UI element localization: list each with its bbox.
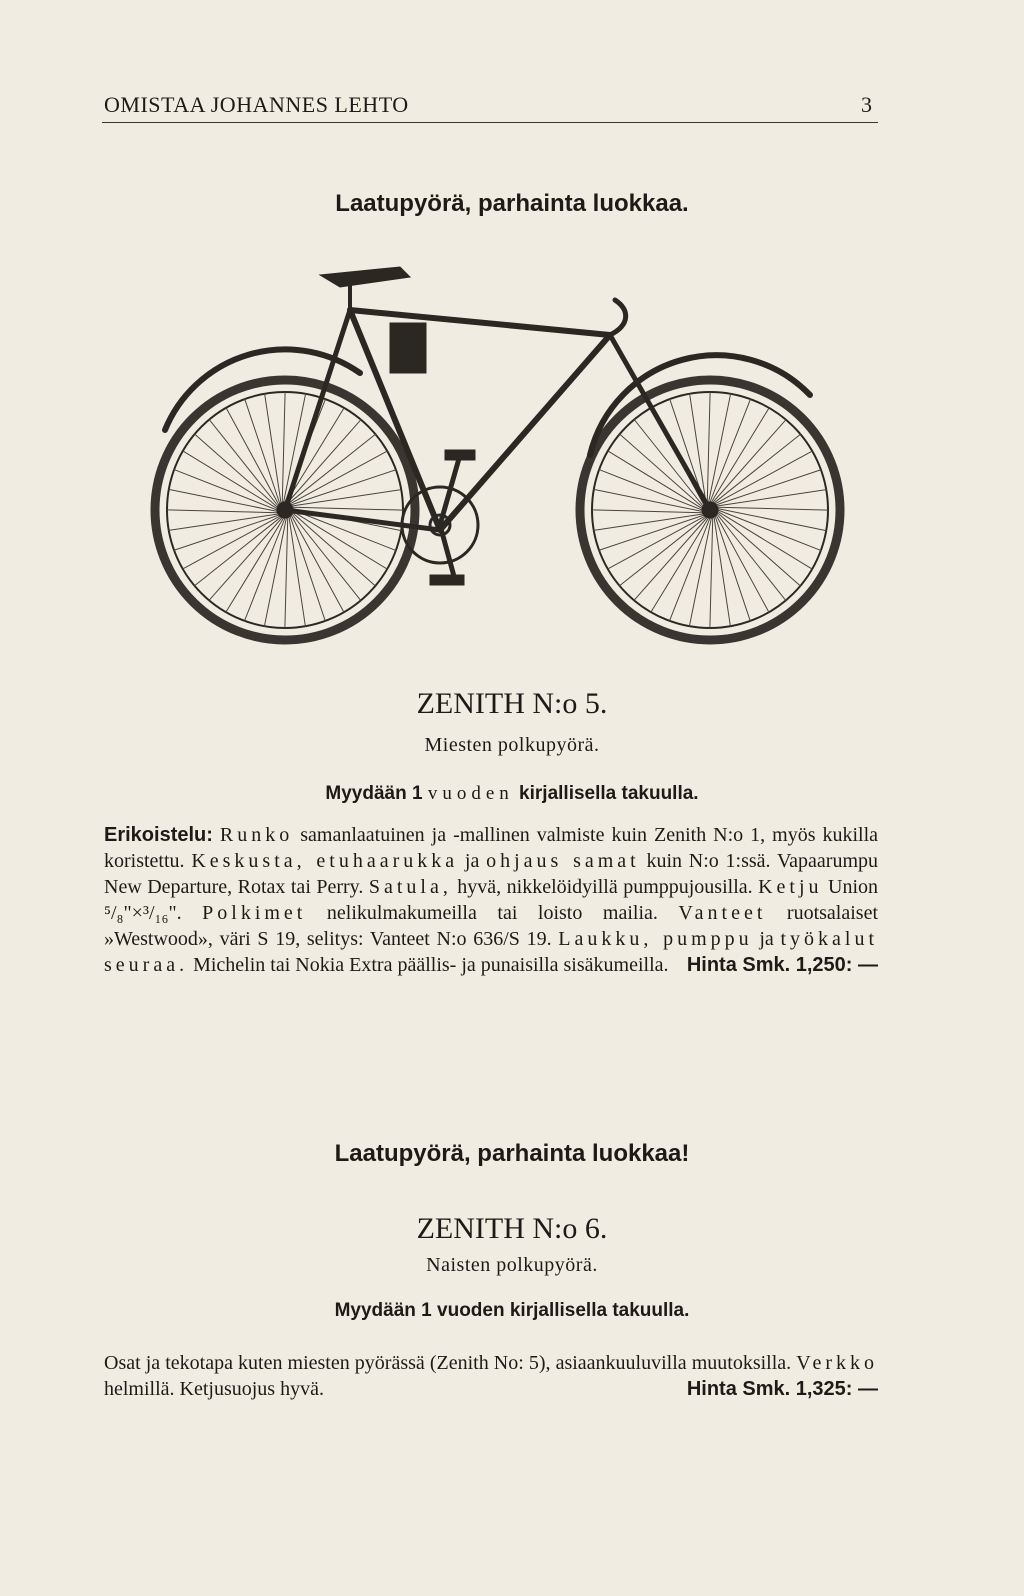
- wheel-spoke: [670, 518, 710, 621]
- section2-description: [104, 1350, 878, 1402]
- warranty-part: Myydään 1: [325, 783, 423, 804]
- section1-heading: Laatupyörä, parhainta luokkaa.: [335, 190, 689, 217]
- wheel-spoke: [292, 490, 401, 506]
- desc-text: ja: [759, 928, 774, 950]
- wheel-spoke: [714, 517, 730, 626]
- wheel-spoke: [711, 408, 769, 502]
- wheel-spoke: [594, 514, 703, 530]
- wheel-spoke: [634, 420, 703, 506]
- wheel-spoke: [599, 470, 702, 510]
- wheel-spoke: [718, 507, 828, 510]
- desc-text: Satula,: [368, 876, 452, 898]
- section1-subtitle: Miesten polkupyörä.: [424, 734, 600, 756]
- wheel-spoke: [282, 392, 285, 502]
- wheel-spoke: [195, 517, 281, 586]
- wheel-spoke: [717, 490, 826, 506]
- desc-text: nelikulmakumeilla tai loisto mailia.: [326, 902, 658, 924]
- wheel-spoke: [209, 518, 282, 601]
- desc-text: Vanteet: [678, 902, 767, 924]
- wheel-spoke: [169, 514, 278, 530]
- section1-description: [104, 822, 878, 978]
- wheel-spoke: [289, 434, 375, 503]
- page-header: [102, 92, 878, 123]
- wheel-spoke: [174, 470, 277, 510]
- desc-text: Union ⁵/₈"×³/₁₆".: [104, 876, 879, 924]
- wheel-spoke: [620, 517, 706, 586]
- section1-warranty: [0, 783, 1024, 805]
- header-title: OMISTAA JOHANNES LEHTO: [104, 92, 409, 117]
- desc-text: ruotsalaiset »Westwood», väri S 19, selitys: Vanteet N:o 636/S 19.: [104, 902, 879, 950]
- description-label: Erikoistelu:: [104, 824, 213, 846]
- section1-model: ZENITH N:o 5.: [416, 687, 608, 720]
- wheel-spoke: [714, 434, 800, 503]
- wheel-spoke: [713, 420, 786, 503]
- section2-subtitle: Naisten polkupyörä.: [426, 1254, 598, 1276]
- page-number: 3: [861, 92, 872, 117]
- wheel-spoke: [718, 510, 821, 550]
- wheel-spoke: [292, 514, 361, 600]
- section2-warranty: Myydään 1 vuoden kirjallisella takuulla.: [334, 1300, 690, 1321]
- desc-text: samanlaatuinen ja -mallinen valmiste kuin Zenith N:o 1, myös kukilla koristettu.: [104, 824, 879, 872]
- wheel-spoke: [717, 514, 786, 600]
- section1-price: Hinta Smk. 1,250: —: [686, 954, 878, 976]
- wheel-spoke: [710, 399, 750, 502]
- desc-text: helmillä. Ketjusuojus hyvä.: [104, 1378, 324, 1400]
- wheel-spoke: [167, 510, 277, 513]
- wheel-spoke: [707, 392, 710, 502]
- wheel-spoke: [183, 451, 277, 509]
- wheel-spoke: [608, 451, 702, 509]
- desc-text: Laukku, pumppu: [558, 928, 753, 950]
- wheel-spoke: [592, 510, 702, 513]
- desc-text: Keskusta, etuhaarukka: [191, 850, 459, 872]
- desc-text: Runko: [219, 824, 294, 846]
- desc-text: ja: [464, 850, 480, 872]
- desc-text: Ketju: [758, 876, 823, 898]
- wheel-spoke: [634, 518, 707, 601]
- wheel-spoke: [285, 518, 288, 628]
- desc-text: hyvä, nikkelöidyillä pumppujousilla.: [457, 876, 753, 898]
- men-bicycle-illustration: [110, 255, 870, 645]
- desc-text: työkalut seuraa.: [104, 928, 878, 976]
- wheel-spoke: [293, 507, 403, 510]
- wheel-spoke: [651, 518, 709, 612]
- desc-text: Polkimet: [202, 902, 307, 924]
- wheel-spoke: [265, 394, 281, 503]
- desc-text: ohjaus samat: [486, 850, 640, 872]
- section2-price: Hinta Smk. 1,325: —: [686, 1378, 878, 1400]
- wheel-spoke: [245, 518, 285, 621]
- section2-model: ZENITH N:o 6.: [416, 1212, 608, 1245]
- wheel-spoke: [718, 511, 812, 569]
- wheel-spoke: [195, 434, 278, 507]
- desc-text: Osat ja tekotapa kuten miesten pyörässä (Zenith No: 5), asiaankuuluvilla muutoksilla.: [104, 1352, 792, 1374]
- warranty-part: kirjallisella takuulla.: [519, 783, 699, 804]
- desc-text: kuin N:o 1:ssä. Vapaarumpu New Departure, Rotax tai Perry.: [104, 850, 879, 898]
- wheel-spoke: [209, 420, 278, 506]
- wheel-spoke: [226, 518, 284, 612]
- desc-text: Verkko: [796, 1352, 879, 1374]
- wheel-spoke: [293, 513, 376, 586]
- wheel-spoke: [718, 513, 801, 586]
- warranty-part: vuoden: [427, 783, 514, 804]
- wheel-spoke: [289, 517, 305, 626]
- section2-heading: Laatupyörä, parhainta luokkaa!: [334, 1140, 690, 1167]
- wheel-spoke: [710, 518, 713, 628]
- desc-text: Michelin tai Nokia Extra päällis- ja punaisilla sisäkumeilla.: [193, 954, 669, 976]
